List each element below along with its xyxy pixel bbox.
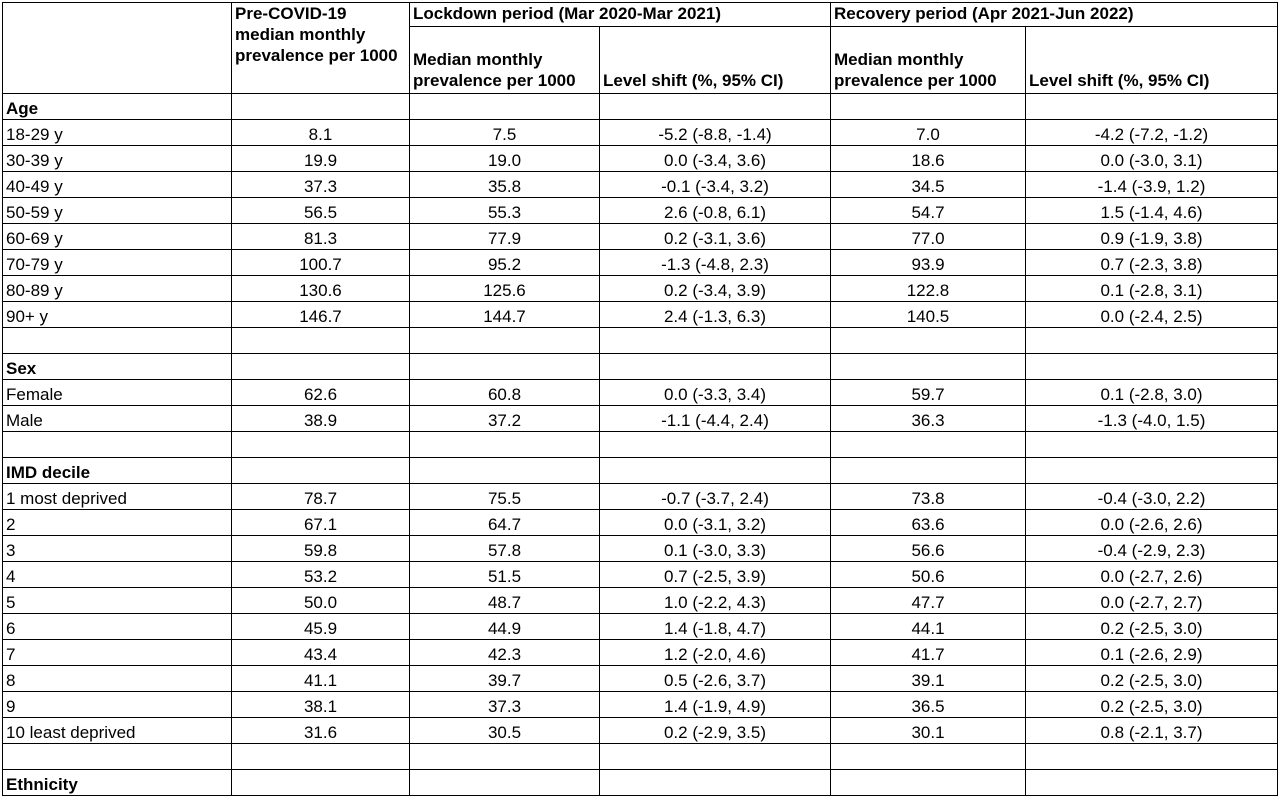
header-recovery-median: Median monthly prevalence per 1000 (831, 27, 1026, 94)
lockdown-median: 75.5 (410, 484, 600, 510)
recovery-shift: 0.2 (-2.5, 3.0) (1026, 692, 1278, 718)
row-label: 80-89 y (3, 276, 232, 302)
precovid-median: 50.0 (232, 588, 410, 614)
recovery-shift: -0.4 (-2.9, 2.3) (1026, 536, 1278, 562)
lockdown-shift: 1.0 (-2.2, 4.3) (600, 588, 831, 614)
table-row (3, 588, 1278, 614)
empty-cell (410, 354, 600, 380)
recovery-median: 41.7 (831, 640, 1026, 666)
empty-cell (232, 354, 410, 380)
row-label: 10 least deprived (3, 718, 232, 744)
section-label: IMD decile (3, 458, 232, 484)
precovid-median: 43.4 (232, 640, 410, 666)
lockdown-shift: 2.6 (-0.8, 6.1) (600, 198, 831, 224)
header-blank-cell (3, 3, 232, 94)
table-row (3, 562, 1278, 588)
section-row-ethnicity (3, 770, 1278, 796)
lockdown-median: 77.9 (410, 224, 600, 250)
empty-cell (232, 744, 410, 770)
table-row (3, 406, 1278, 432)
lockdown-median: 51.5 (410, 562, 600, 588)
row-label: 50-59 y (3, 198, 232, 224)
header-recovery: Recovery period (Apr 2021-Jun 2022) (831, 3, 1278, 27)
row-label: Male (3, 406, 232, 432)
row-label: 2 (3, 510, 232, 536)
empty-cell (410, 432, 600, 458)
row-label: Female (3, 380, 232, 406)
table-row (3, 172, 1278, 198)
lockdown-shift: -5.2 (-8.8, -1.4) (600, 120, 831, 146)
empty-cell (831, 328, 1026, 354)
table-row (3, 250, 1278, 276)
empty-cell (831, 432, 1026, 458)
empty-cell (600, 94, 831, 120)
precovid-median: 62.6 (232, 380, 410, 406)
table-row (3, 276, 1278, 302)
lockdown-shift: -1.3 (-4.8, 2.3) (600, 250, 831, 276)
empty-cell (1026, 328, 1278, 354)
recovery-shift: 0.0 (-3.0, 3.1) (1026, 146, 1278, 172)
lockdown-shift: -0.1 (-3.4, 3.2) (600, 172, 831, 198)
recovery-median: 56.6 (831, 536, 1026, 562)
empty-cell (1026, 354, 1278, 380)
row-label: 30-39 y (3, 146, 232, 172)
lockdown-median: 37.2 (410, 406, 600, 432)
lockdown-shift: 0.2 (-3.1, 3.6) (600, 224, 831, 250)
recovery-median: 59.7 (831, 380, 1026, 406)
recovery-median: 93.9 (831, 250, 1026, 276)
section-row-sex (3, 354, 1278, 380)
row-label: 18-29 y (3, 120, 232, 146)
recovery-shift: -1.4 (-3.9, 1.2) (1026, 172, 1278, 198)
recovery-shift: 1.5 (-1.4, 4.6) (1026, 198, 1278, 224)
empty-cell (232, 432, 410, 458)
precovid-median: 56.5 (232, 198, 410, 224)
precovid-median: 53.2 (232, 562, 410, 588)
empty-cell (3, 432, 232, 458)
recovery-shift: 0.9 (-1.9, 3.8) (1026, 224, 1278, 250)
recovery-median: 122.8 (831, 276, 1026, 302)
empty-cell (410, 770, 600, 796)
recovery-shift: 0.1 (-2.8, 3.1) (1026, 276, 1278, 302)
table-row (3, 614, 1278, 640)
lockdown-median: 42.3 (410, 640, 600, 666)
recovery-median: 77.0 (831, 224, 1026, 250)
lockdown-median: 7.5 (410, 120, 600, 146)
precovid-median: 59.8 (232, 536, 410, 562)
lockdown-shift: 1.2 (-2.0, 4.6) (600, 640, 831, 666)
recovery-median: 73.8 (831, 484, 1026, 510)
lockdown-shift: 0.0 (-3.3, 3.4) (600, 380, 831, 406)
empty-cell (600, 458, 831, 484)
precovid-median: 31.6 (232, 718, 410, 744)
lockdown-median: 144.7 (410, 302, 600, 328)
empty-cell (1026, 94, 1278, 120)
lockdown-median: 37.3 (410, 692, 600, 718)
row-label: 90+ y (3, 302, 232, 328)
row-label: 40-49 y (3, 172, 232, 198)
recovery-shift: 0.1 (-2.8, 3.0) (1026, 380, 1278, 406)
table-row (3, 640, 1278, 666)
section-label: Ethnicity (3, 770, 232, 796)
row-label: 7 (3, 640, 232, 666)
empty-cell (600, 328, 831, 354)
empty-cell (232, 328, 410, 354)
lockdown-shift: -1.1 (-4.4, 2.4) (600, 406, 831, 432)
prevalence-table (2, 2, 1278, 796)
recovery-shift: 0.0 (-2.7, 2.7) (1026, 588, 1278, 614)
row-label: 60-69 y (3, 224, 232, 250)
empty-cell (232, 94, 410, 120)
row-label: 1 most deprived (3, 484, 232, 510)
recovery-shift: 0.2 (-2.5, 3.0) (1026, 666, 1278, 692)
recovery-shift: 0.2 (-2.5, 3.0) (1026, 614, 1278, 640)
table-row (3, 510, 1278, 536)
precovid-median: 81.3 (232, 224, 410, 250)
recovery-median: 44.1 (831, 614, 1026, 640)
empty-cell (232, 770, 410, 796)
recovery-median: 47.7 (831, 588, 1026, 614)
empty-cell (1026, 458, 1278, 484)
lockdown-median: 95.2 (410, 250, 600, 276)
recovery-median: 36.5 (831, 692, 1026, 718)
recovery-median: 50.6 (831, 562, 1026, 588)
lockdown-median: 19.0 (410, 146, 600, 172)
section-label: Age (3, 94, 232, 120)
recovery-shift: 0.0 (-2.4, 2.5) (1026, 302, 1278, 328)
precovid-median: 8.1 (232, 120, 410, 146)
recovery-median: 34.5 (831, 172, 1026, 198)
lockdown-shift: 2.4 (-1.3, 6.3) (600, 302, 831, 328)
row-label: 5 (3, 588, 232, 614)
lockdown-shift: -0.7 (-3.7, 2.4) (600, 484, 831, 510)
lockdown-shift: 0.0 (-3.4, 3.6) (600, 146, 831, 172)
precovid-median: 38.9 (232, 406, 410, 432)
precovid-median: 45.9 (232, 614, 410, 640)
lockdown-median: 48.7 (410, 588, 600, 614)
table-row (3, 666, 1278, 692)
lockdown-shift: 1.4 (-1.8, 4.7) (600, 614, 831, 640)
row-label: 9 (3, 692, 232, 718)
recovery-median: 54.7 (831, 198, 1026, 224)
recovery-shift: -1.3 (-4.0, 1.5) (1026, 406, 1278, 432)
precovid-median: 37.3 (232, 172, 410, 198)
recovery-median: 140.5 (831, 302, 1026, 328)
empty-cell (3, 744, 232, 770)
table-row (3, 146, 1278, 172)
section-row-imd (3, 458, 1278, 484)
precovid-median: 41.1 (232, 666, 410, 692)
lockdown-median: 55.3 (410, 198, 600, 224)
table-row (3, 484, 1278, 510)
empty-cell (410, 328, 600, 354)
empty-cell (831, 458, 1026, 484)
lockdown-shift: 0.2 (-3.4, 3.9) (600, 276, 831, 302)
lockdown-shift: 0.5 (-2.6, 3.7) (600, 666, 831, 692)
table-row (3, 536, 1278, 562)
precovid-median: 130.6 (232, 276, 410, 302)
table-row (3, 380, 1278, 406)
recovery-shift: 0.7 (-2.3, 3.8) (1026, 250, 1278, 276)
table-row (3, 120, 1278, 146)
section-row-age (3, 94, 1278, 120)
header-row-top (3, 3, 1278, 27)
empty-cell (600, 770, 831, 796)
recovery-median: 30.1 (831, 718, 1026, 744)
lockdown-median: 125.6 (410, 276, 600, 302)
precovid-median: 67.1 (232, 510, 410, 536)
empty-cell (3, 328, 232, 354)
header-lockdown-median: Median monthly prevalence per 1000 (410, 27, 600, 94)
recovery-median: 39.1 (831, 666, 1026, 692)
empty-cell (410, 458, 600, 484)
empty-cell (831, 744, 1026, 770)
spacer-row (3, 328, 1278, 354)
table-row (3, 718, 1278, 744)
lockdown-shift: 1.4 (-1.9, 4.9) (600, 692, 831, 718)
lockdown-median: 60.8 (410, 380, 600, 406)
precovid-median: 78.7 (232, 484, 410, 510)
row-label: 70-79 y (3, 250, 232, 276)
lockdown-median: 57.8 (410, 536, 600, 562)
precovid-median: 38.1 (232, 692, 410, 718)
lockdown-median: 39.7 (410, 666, 600, 692)
header-recovery-shift: Level shift (%, 95% CI) (1026, 27, 1278, 94)
row-label: 6 (3, 614, 232, 640)
recovery-shift: -4.2 (-7.2, -1.2) (1026, 120, 1278, 146)
empty-cell (410, 94, 600, 120)
empty-cell (600, 354, 831, 380)
recovery-median: 36.3 (831, 406, 1026, 432)
empty-cell (232, 458, 410, 484)
table-row (3, 224, 1278, 250)
empty-cell (831, 94, 1026, 120)
recovery-shift: 0.0 (-2.7, 2.6) (1026, 562, 1278, 588)
lockdown-shift: 0.1 (-3.0, 3.3) (600, 536, 831, 562)
lockdown-median: 30.5 (410, 718, 600, 744)
lockdown-median: 35.8 (410, 172, 600, 198)
empty-cell (600, 432, 831, 458)
header-lockdown-shift: Level shift (%, 95% CI) (600, 27, 831, 94)
recovery-shift: 0.8 (-2.1, 3.7) (1026, 718, 1278, 744)
row-label: 8 (3, 666, 232, 692)
table-row (3, 692, 1278, 718)
lockdown-shift: 0.7 (-2.5, 3.9) (600, 562, 831, 588)
recovery-median: 18.6 (831, 146, 1026, 172)
recovery-median: 63.6 (831, 510, 1026, 536)
lockdown-shift: 0.0 (-3.1, 3.2) (600, 510, 831, 536)
empty-cell (1026, 770, 1278, 796)
spacer-row (3, 744, 1278, 770)
precovid-median: 100.7 (232, 250, 410, 276)
table-row (3, 302, 1278, 328)
recovery-shift: -0.4 (-3.0, 2.2) (1026, 484, 1278, 510)
lockdown-median: 64.7 (410, 510, 600, 536)
precovid-median: 146.7 (232, 302, 410, 328)
table-row (3, 198, 1278, 224)
recovery-shift: 0.0 (-2.6, 2.6) (1026, 510, 1278, 536)
section-label: Sex (3, 354, 232, 380)
empty-cell (600, 744, 831, 770)
row-label: 4 (3, 562, 232, 588)
empty-cell (1026, 432, 1278, 458)
header-lockdown: Lockdown period (Mar 2020-Mar 2021) (410, 3, 831, 27)
empty-cell (1026, 744, 1278, 770)
empty-cell (831, 354, 1026, 380)
recovery-median: 7.0 (831, 120, 1026, 146)
precovid-median: 19.9 (232, 146, 410, 172)
spacer-row (3, 432, 1278, 458)
header-precovid: Pre-COVID-19 median monthly prevalence per 1000 (232, 3, 410, 94)
lockdown-median: 44.9 (410, 614, 600, 640)
empty-cell (410, 744, 600, 770)
empty-cell (831, 770, 1026, 796)
recovery-shift: 0.1 (-2.6, 2.9) (1026, 640, 1278, 666)
lockdown-shift: 0.2 (-2.9, 3.5) (600, 718, 831, 744)
row-label: 3 (3, 536, 232, 562)
